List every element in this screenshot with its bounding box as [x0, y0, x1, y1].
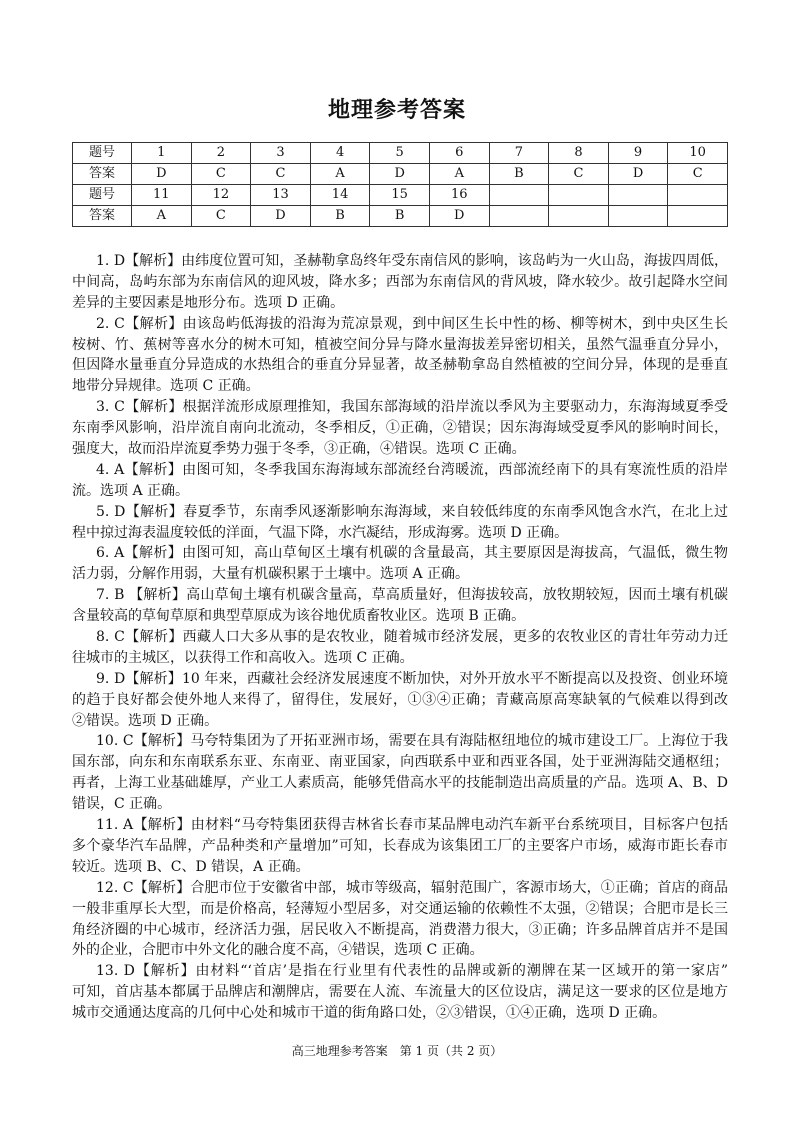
table-cell: 2 [191, 143, 251, 164]
table-cell: 4 [310, 143, 370, 164]
table-cell: 5 [370, 143, 430, 164]
paragraph-line: 流。选项 A 正确。 [72, 482, 190, 499]
table-cell: D [251, 206, 311, 227]
table-cell: C [191, 164, 251, 185]
paragraph-line: 国东部，向东和东南联系东亚、东南亚、南亚国家，向西联系中亚和西亚各国，处于亚洲海陆交通枢纽； [72, 754, 728, 771]
paragraph-line: 地带分异规律。选项 C 正确。 [72, 378, 260, 395]
table-cell [549, 206, 609, 227]
table-row [73, 164, 728, 185]
paragraph-line: 城市交通通达度高的几何中心处和城市干道的街角路口处，②③错误，①④正确，选项 D 正确。 [72, 1005, 667, 1022]
paragraph-line: 中间高，岛屿东部为东南信风的迎风坡，降水多；西部为东南信风的背风坡，降水较少。故引起降水空间 [72, 273, 728, 290]
answer-paragraph [72, 627, 728, 669]
answer-paragraph [72, 543, 728, 585]
table-cell [608, 206, 668, 227]
table-cell: B [489, 164, 549, 185]
table-cell: 6 [429, 143, 489, 164]
row-header-cell: 题号 [73, 143, 132, 164]
table-cell: 8 [549, 143, 609, 164]
answer-paragraph [72, 397, 728, 460]
paragraph-line: 外的企业，合肥市中外文化的融合度不高，④错误，选项 C 正确。 [72, 942, 484, 959]
table-cell: A [132, 206, 192, 227]
row-header-cell: 答案 [73, 206, 132, 227]
answer-paragraph [72, 961, 728, 1024]
paragraph-line: 6. A【解析】由图可知，高山草甸区土壤有机碳的含量最高，其主要原因是海拔高，气温低，微生物 [96, 545, 728, 562]
paragraph-line: 5. D【解析】春夏季节，东南季风逐渐影响东海海域，来自较低纬度的东南季风饱含水汽，在北上过 [96, 503, 728, 520]
paragraph-line: 往城市的主城区，以获得工作和高收入。选项 C 正确。 [72, 649, 414, 666]
paragraph-line: 多个豪华汽车品牌，产品种类和产量增加”可知，长春成为该集团工厂的主要客户市场，威海市距长春市 [72, 837, 728, 854]
table-cell [489, 185, 549, 206]
paragraph-line: 但因降水量垂直分异造成的水热组合的垂直分异显著，故圣赫勒拿岛自然植被的空间分异，体现的是垂直 [72, 357, 728, 374]
answer-paragraph [72, 314, 728, 398]
table-cell: D [132, 164, 192, 185]
paragraph-line: 强度大，故而沿岸流夏季势力强于冬季，③正确，④错误。选项 C 正确。 [72, 441, 526, 458]
table-row [73, 185, 728, 206]
answer-paragraph [72, 669, 728, 732]
table-cell: A [429, 164, 489, 185]
paragraph-line: 13. D【解析】由材料“‘首店’是指在行业里有代表性的品牌或新的潮牌在某一区域开的第一家店” [96, 963, 728, 980]
answer-table [72, 142, 728, 227]
table-cell: 9 [608, 143, 668, 164]
paragraph-line: 12. C【解析】合肥市位于安徽省中部，城市等级高，辐射范围广，客源市场大，①正确；首店的商品 [96, 879, 728, 896]
table-cell: D [429, 206, 489, 227]
table-cell: D [370, 164, 430, 185]
paragraph-line: 再者，上海工业基础雄厚，产业工人素质高，能够凭借高水平的技能制造出高质量的产品。选项 A、B、D [72, 775, 728, 792]
paragraph-line: 较近。选项 B、C、D 错误，A 正确。 [72, 858, 310, 875]
answer-paragraph [72, 502, 728, 544]
table-cell: C [251, 164, 311, 185]
paragraph-line: 含量较高的草甸草原和典型草原成为该谷地优质畜牧业区。选项 B 正确。 [72, 608, 526, 625]
paragraph-line: 8. C【解析】西藏人口大多从事的是农牧业，随着城市经济发展，更多的农牧业区的青壮年劳动力迁 [96, 629, 728, 646]
table-cell: B [370, 206, 430, 227]
table-cell [668, 206, 728, 227]
row-header-cell: 题号 [73, 185, 132, 206]
row-header-cell: 答案 [73, 164, 132, 185]
table-cell: 11 [132, 185, 192, 206]
paragraph-line: 可知，首店基本都属于品牌店和潮牌店，需要在人流、车流量大的区位设店，满足这一要求的区位是地方 [72, 984, 728, 1001]
answer-paragraph [72, 878, 728, 962]
answer-paragraph [72, 731, 728, 815]
table-cell: 7 [489, 143, 549, 164]
page-title: 地理参考答案 [327, 98, 466, 123]
paragraph-line: 活力弱，分解作用弱，大量有机碳积累于土壤中。选项 A 正确。 [72, 566, 470, 583]
paragraph-line: 10. C【解析】马夸特集团为了开拓亚洲市场，需要在具有海陆枢纽地位的城市建设工厂。上海位于我 [96, 733, 728, 750]
table-cell [608, 185, 668, 206]
paragraph-line: 9. D【解析】10 年来，西藏社会经济发展速度不断加快，对外开放水平不断提高以及投资、创业环境 [96, 670, 728, 687]
table-cell: 15 [370, 185, 430, 206]
answer-explanations [72, 251, 728, 1024]
paragraph-line: 1. D【解析】由纬度位置可知，圣赫勒拿岛终年受东南信风的影响，该岛屿为一火山岛，海拔四周低， [96, 253, 728, 269]
table-cell [489, 206, 549, 227]
table-row [73, 143, 728, 164]
table-cell: 12 [191, 185, 251, 206]
paragraph-line: 角经济圈的中心城市，经济活力强，居民收入不断提高，消费潜力很大，③正确；许多品牌首店并不是国 [72, 921, 728, 938]
paragraph-line: 桉树、竹、蕉树等喜水分的树木可知，植被空间分异与降水量海拔差异密切相关，虽然气温垂直分异小， [72, 336, 728, 353]
answer-paragraph [72, 460, 728, 502]
table-cell: B [310, 206, 370, 227]
table-cell: 1 [132, 143, 192, 164]
answer-paragraph [72, 251, 728, 314]
table-cell: D [608, 164, 668, 185]
paragraph-line: 的趋于良好都会使外地人来得了，留得住，发展好，①③④正确；青藏高原高寒缺氧的气候难以得到改 [72, 691, 728, 708]
table-row [73, 206, 728, 227]
paragraph-line: 错误，C 正确。 [72, 796, 172, 813]
paragraph-line: 4. A【解析】由图可知，冬季我国东海海域东部流经台湾暖流，西部流经南下的具有寒流性质的沿岸 [96, 461, 728, 478]
table-cell: C [191, 206, 251, 227]
table-cell [549, 185, 609, 206]
table-cell: A [310, 164, 370, 185]
table-cell: 10 [668, 143, 728, 164]
paragraph-line: 程中掠过海表温度较低的洋面，气温下降，水汽凝结，形成海雾。选项 D 正确。 [72, 524, 569, 541]
paragraph-line: 差异的主要因素是地形分布。选项 D 正确。 [72, 294, 345, 311]
paragraph-line: 2. C【解析】由该岛屿低海拔的沿海为荒凉景观，到中间区生长中性的杨、柳等树木，到中央区生长 [96, 315, 728, 332]
paragraph-line: 11. A【解析】由材料“马夸特集团获得吉林省长春市某品牌电动汽车新平台系统项目，目标客户包括 [96, 817, 728, 834]
table-cell: C [549, 164, 609, 185]
table-cell: C [668, 164, 728, 185]
table-cell: 14 [310, 185, 370, 206]
answer-paragraph [72, 815, 728, 878]
answer-paragraph [72, 585, 728, 627]
paragraph-line: 一般非重厚长大型，而是价格高，轻薄短小型居多，对交通运输的依赖性不太强，②错误；合肥市是长三 [72, 900, 728, 917]
table-cell: 3 [251, 143, 311, 164]
paragraph-line: ②错误。选项 D 正确。 [72, 712, 219, 729]
paragraph-line: 3. C【解析】根据洋流形成原理推知，我国东部海域的沿岸流以季风为主要驱动力，东海海域夏季受 [96, 399, 728, 416]
page-footer: 高三地理参考答案 第 1 页（共 2 页） [291, 1044, 503, 1058]
paragraph-line: 东南季风影响，沿岸流自南向北流动，冬季相反，①正确，②错误；因东海海域受夏季风的影响时间长， [72, 420, 728, 437]
table-cell [668, 185, 728, 206]
table-cell: 16 [429, 185, 489, 206]
paragraph-line: 7. B 【解析】高山草甸土壤有机碳含量高，草高质量好，但海拔较高，放牧期较短，因而土壤有机碳 [96, 587, 728, 604]
table-cell: 13 [251, 185, 311, 206]
